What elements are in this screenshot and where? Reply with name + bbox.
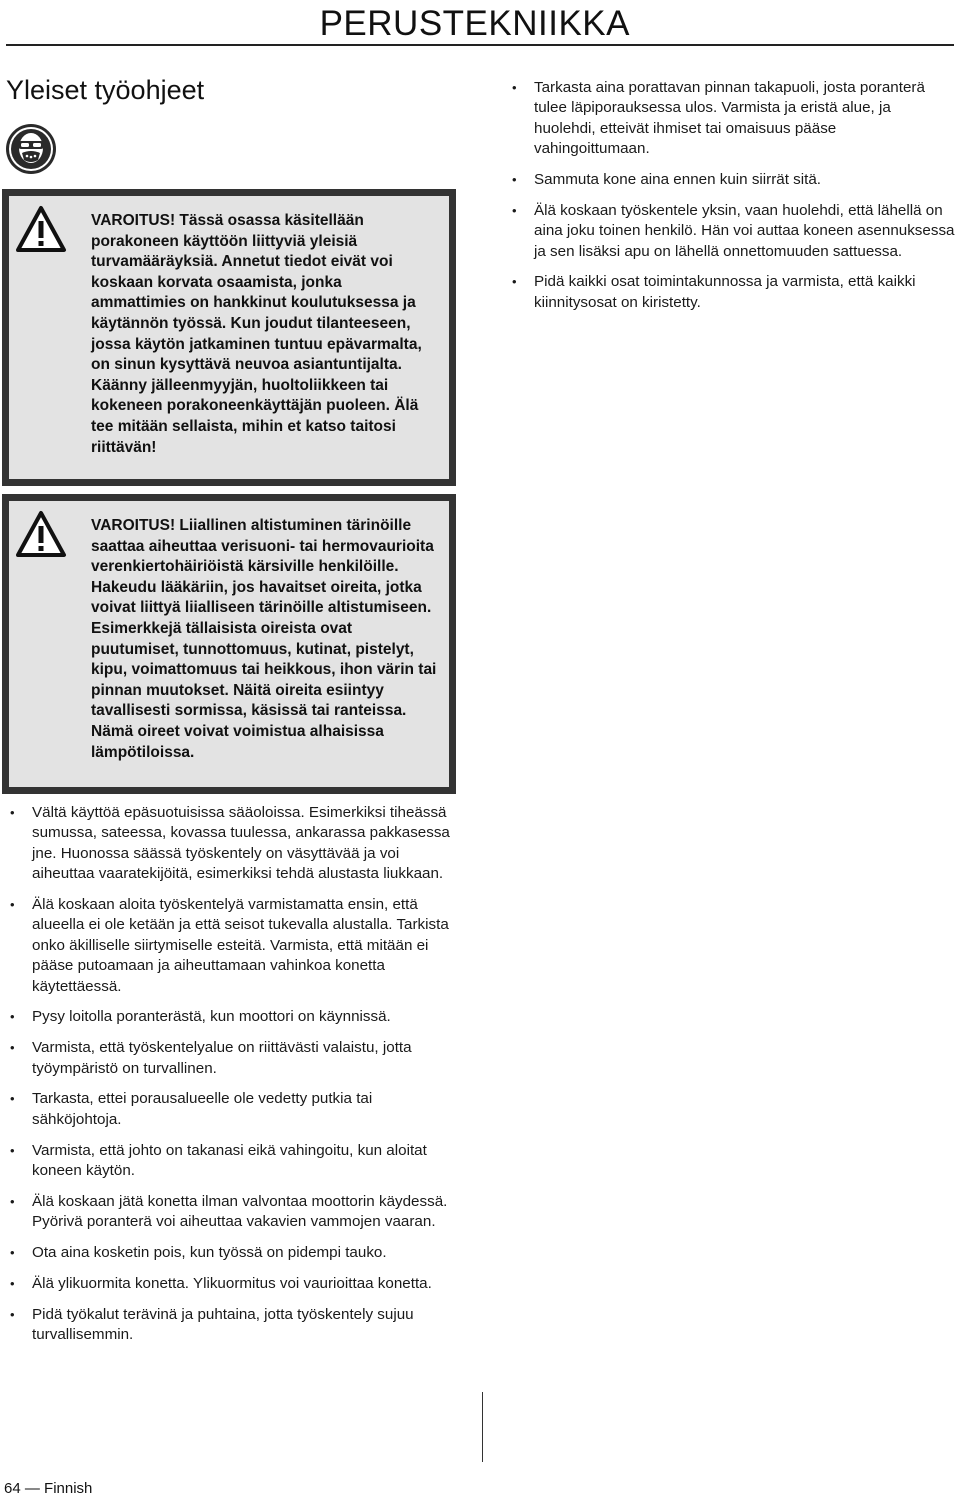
list-item: • Tarkasta, ettei porausalueelle ole vedetty putkia tai sähköjohtoja. [8,1089,458,1130]
list-item: • Tarkasta aina porattavan pinnan takapuoli, josta poranterä tulee läpiporauksessa ulos. Varmista ja eristä alue, ja huolehdi, etteivät ihmiset tai omaisuus pääse vahingoittumaan. [510,78,956,160]
warning-box-vibration [2,494,456,794]
warning-text: VAROITUS! Tässä osassa käsitellään porakoneen käyttöön liittyviä yleisiä turvamääräyksiä. Annetut tiedot eivät voi koskaan korvata osaamista, jonka ammattimies on hankkinut koulutuksessa ja käytännön työssä. Kun joudut tilanteeseen, jossa käytön jatkaminen tuntuu epävarmalta, on sinun kysyttävä neuvoa asiantuntijalta. Käänny jälleenmyyjän, huoltoliikkeen tai kokeneen porakoneenkäyttäjän puoleen. Älä tee mitään sellaista, mihin et katso taitosi riittävän! [91,212,422,456]
header-rule [6,44,954,46]
page-header-title: PERUSTEKNIIKKA [319,4,630,43]
list-item: • Älä ylikuormita konetta. Ylikuormitus voi vaurioittaa konetta. [8,1274,458,1294]
warning-box-general [2,189,456,486]
warning-triangle-icon [15,510,67,558]
left-bullet-list [8,803,458,1356]
list-item: • Pidä työkalut terävinä ja puhtaina, jotta työskentely sujuu turvallisemmin. [8,1305,458,1346]
list-item: • Älä koskaan työskentele yksin, vaan huolehdi, että lähellä on aina joku toinen henkilö. Hän voi auttaa koneen asennuksessa ja sen lisäksi apu on lähellä onnettomuuden sattuessa. [510,201,956,262]
page-footer [4,1480,92,1497]
page-number: 64 [4,1480,21,1497]
list-item: • Varmista, että työskentelyalue on riittävästi valaistu, jotta työympäristö on turvallinen. [8,1038,458,1079]
section-title: Yleiset työohjeet [6,75,205,105]
list-item: • Älä koskaan aloita työskentelyä varmistamatta ensin, että alueella ei ole ketään ja että seisot tukevalla alustalla. Tarkista onko äkilliselle siirtymiselle esteitä. Varmista, että mitään ei pääse putoamaan ja aiheuttamaan vahinkoa konetta käytettäessä. [8,895,458,997]
column-divider [482,1392,483,1462]
warning-text: VAROITUS! Liiallinen altistuminen tärinöille saattaa aiheuttaa verisuoni- tai hermovaurioita verenkiertohäiriöistä kärsiville henkilöille. Hakeudu lääkäriin, jos havaitset oireita, jotka voivat liittyä liialliseen tärinöille altistumiseen. Esimerkkejä tällaisista oireista ovat puutumiset, tunnottomuus, kutinat, pistelyt, kipu, voimattomuus tai heikkous, ihon värin tai pinnan muutokset. Näitä oireita esiintyy tavallisesti sormissa, käsissä tai ranteissa. Nämä oireet voivat voimistua alhaisissa lämpötiloissa. [91,517,437,761]
right-bullet-list [510,78,956,324]
list-item: • Varmista, että johto on takanasi eikä vahingoitu, kun aloitat koneen käytön. [8,1141,458,1182]
face-protection-icon [4,122,58,176]
list-item: • Pidä kaikki osat toimintakunnossa ja varmista, että kaikki kiinnitysosat on kiristetty. [510,272,956,313]
list-item: • Vältä käyttöä epäsuotuisissa sääoloissa. Esimerkiksi tiheässä sumussa, sateessa, kovassa tuulessa, ankarassa pakkasessa jne. Huonossa säässä työskentely on väsyttävää ja voi aiheuttaa vaaratekijöitä, esimerkiksi tehdä alustasta liukkaan. [8,803,458,885]
footer-language: Finnish [44,1480,93,1497]
footer-separator: — [24,1480,40,1497]
list-item: • Pysy loitolla poranterästä, kun moottori on käynnissä. [8,1007,458,1027]
list-item: • Sammuta kone aina ennen kuin siirrät sitä. [510,170,956,190]
list-item: • Ota aina kosketin pois, kun työssä on pidempi tauko. [8,1243,458,1263]
list-item: • Älä koskaan jätä konetta ilman valvontaa moottorin käydessä. Pyörivä poranterä voi aiheuttaa vakavien vammojen vaaran. [8,1192,458,1233]
warning-triangle-icon [15,205,67,253]
